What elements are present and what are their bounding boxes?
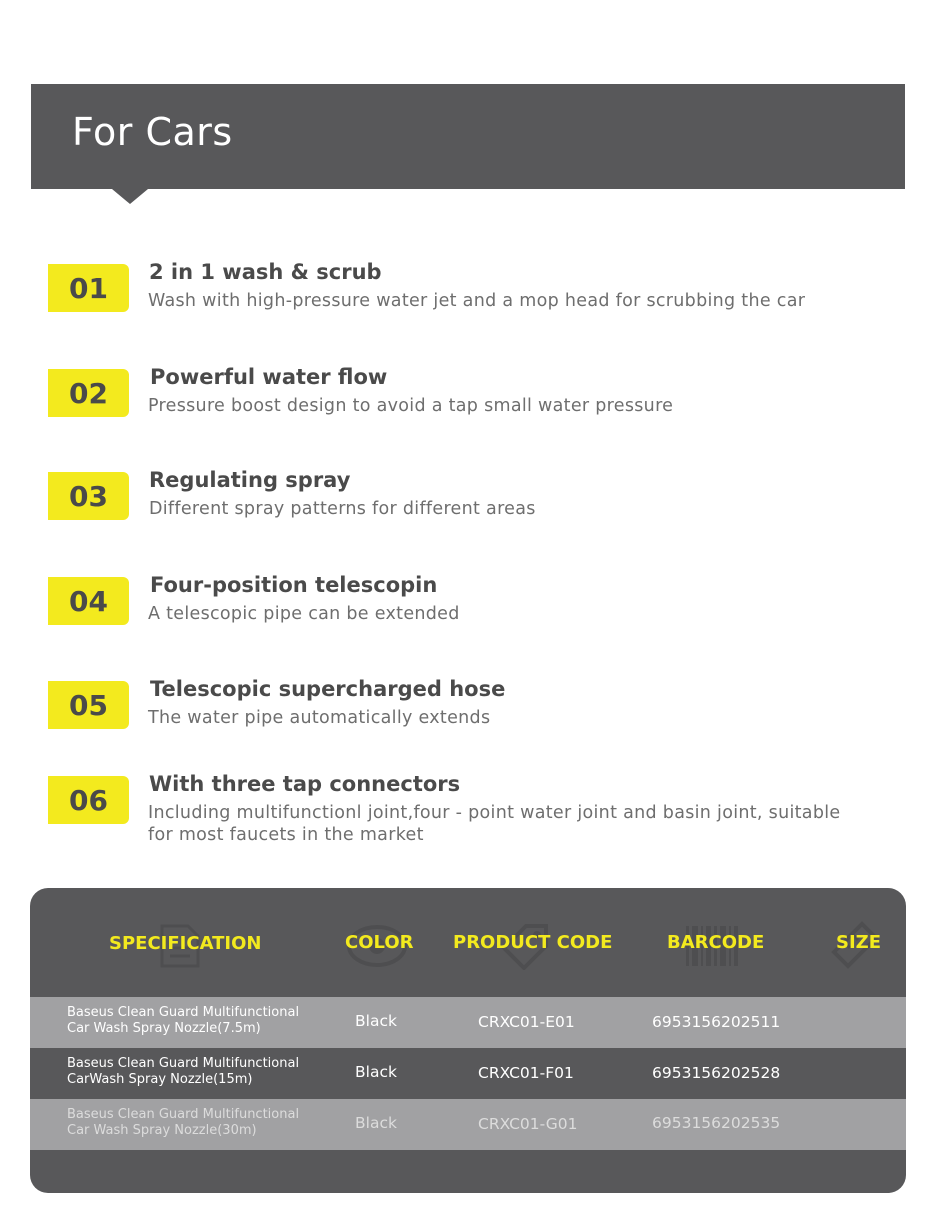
feature-number-badge: 01 [48, 264, 129, 312]
feature-description: A telescopic pipe can be extended [148, 604, 460, 624]
feature-description: The water pipe automatically extends [148, 708, 491, 728]
feature-title: With three tap connectors [149, 772, 461, 796]
header-color: COLOR [345, 932, 414, 953]
cell-color: Black [355, 1114, 397, 1132]
feature-number-badge: 04 [48, 577, 129, 625]
cell-barcode: 6953156202511 [652, 1013, 781, 1031]
spec-name-line-1: Baseus Clean Guard Multifunctional [67, 1056, 300, 1071]
table-row [30, 1048, 906, 1099]
feature-title: 2 in 1 wash & scrub [149, 260, 382, 284]
cell-color: Black [355, 1063, 397, 1081]
feature-description: Pressure boost design to avoid a tap small water pressure [148, 396, 674, 416]
spec-name-line-2: CarWash Spray Nozzle(15m) [67, 1072, 253, 1087]
feature-number-badge: 02 [48, 369, 129, 417]
feature-description: Wash with high-pressure water jet and a mop head for scrubbing the car [148, 291, 806, 311]
cell-specification [67, 1056, 299, 1088]
spec-name-line-2: Car Wash Spray Nozzle(30m) [67, 1123, 257, 1138]
feature-number-badge: 06 [48, 776, 129, 824]
spec-name-line-1: Baseus Clean Guard Multifunctional [67, 1107, 300, 1122]
table-row [30, 997, 906, 1048]
header-size: SIZE [836, 932, 882, 953]
cell-product-code: CRXC01-E01 [478, 1013, 575, 1031]
feature-title: Powerful water flow [150, 365, 388, 389]
feature-number-badge: 05 [48, 681, 129, 729]
table-row [30, 1099, 906, 1150]
feature-number-badge: 03 [48, 472, 129, 520]
feature-description-line-2: for most faucets in the market [148, 825, 424, 845]
feature-title: Telescopic supercharged hose [150, 677, 506, 701]
banner-title: For Cars [72, 110, 233, 154]
cell-barcode: 6953156202535 [652, 1114, 781, 1132]
header-specification: SPECIFICATION [109, 933, 262, 954]
cell-barcode: 6953156202528 [652, 1064, 781, 1082]
cell-color: Black [355, 1012, 397, 1030]
banner-pointer [112, 189, 148, 204]
feature-title: Regulating spray [149, 468, 351, 492]
spec-name-line-2: Car Wash Spray Nozzle(7.5m) [67, 1021, 261, 1036]
feature-description: Different spray patterns for different areas [149, 499, 536, 519]
spec-table [30, 888, 906, 1193]
cell-product-code: CRXC01-G01 [478, 1115, 578, 1133]
header-product-code: PRODUCT CODE [453, 932, 613, 953]
feature-description-line-1: Including multifunctionl joint,four - point water joint and basin joint, suitable [148, 803, 841, 823]
header-barcode: BARCODE [667, 932, 765, 953]
spec-name-line-1: Baseus Clean Guard Multifunctional [67, 1005, 300, 1020]
cell-product-code: CRXC01-F01 [478, 1064, 574, 1082]
feature-title: Four-position telescopin [150, 573, 438, 597]
cell-specification [67, 1107, 299, 1139]
section-banner [31, 84, 905, 189]
cell-specification [67, 1005, 299, 1037]
